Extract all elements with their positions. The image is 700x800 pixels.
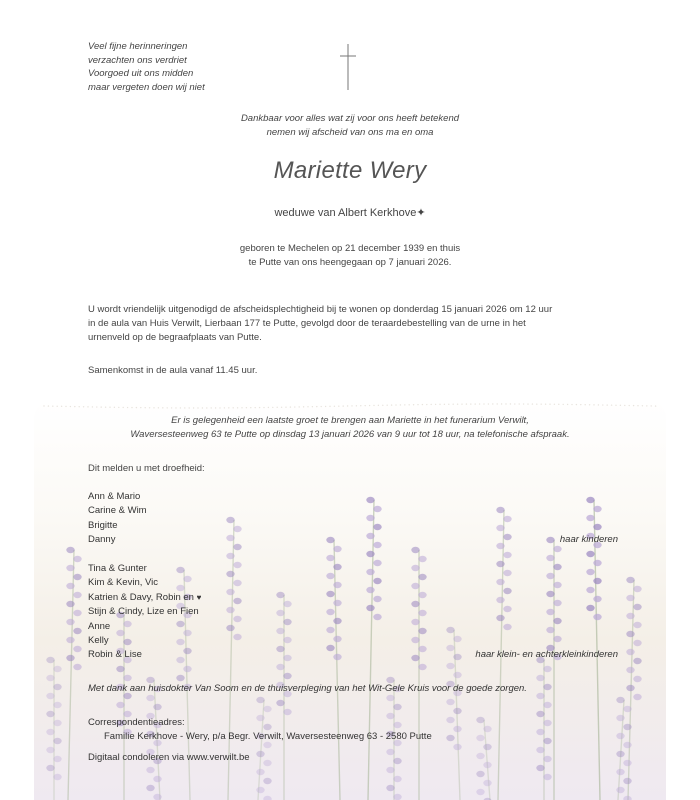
widow-line: weduwe van Albert Kerkhove✦ <box>274 207 426 219</box>
intro-text <box>150 112 550 139</box>
list-item <box>88 605 618 619</box>
relation-label: haar klein- en achterkleinkinderen <box>475 649 618 661</box>
poem-line: verzachten ons verdriet <box>88 54 187 66</box>
family-name: Kelly <box>88 634 109 646</box>
death-line: te Putte van ons heengegaan op 7 januari 2026. <box>248 256 452 268</box>
list-item <box>88 562 618 576</box>
list-item <box>88 533 618 547</box>
list-item <box>88 634 618 648</box>
poem-line: maar vergeten doen wij niet <box>88 81 205 93</box>
thanks-line: Met dank aan huisdokter Van Soom en de thuisverpleging van het Wit-Gele Kruis voor de goede zorgen. <box>88 683 527 694</box>
family-name: Stijn & Cindy, Lize en Fien <box>88 606 199 618</box>
list-item <box>88 490 618 504</box>
visitation-info <box>60 414 640 441</box>
family-name: Robin & Lise <box>88 649 142 661</box>
family-name: Anne <box>88 620 111 632</box>
intro-line: nemen wij afscheid van ons ma en oma <box>266 126 434 138</box>
invitation-line: U wordt vriendelijk uitgenodigd de afscheidsplechtigheid bij te wonen op donderdag 15 januari 2026 om 12 uur <box>88 304 553 315</box>
family-name: Ann & Mario <box>88 491 141 502</box>
list-item <box>88 591 618 605</box>
family-name: Kim & Kevin, Vic <box>88 577 159 589</box>
gathering-info: Samenkomst in de aula vanaf 11.45 uur. <box>88 365 258 376</box>
list-item <box>88 648 618 662</box>
invitation-line: in de aula van Huis Verwilt, Lierbaan 177 te Putte, gevolgd door de teraardebestelling van de urne in het <box>88 318 526 330</box>
birth-line: geboren te Mechelen op 21 december 1939 en thuis <box>239 243 461 254</box>
children-list <box>88 490 618 548</box>
digital-condolence-link[interactable]: Digitaal condoleren via www.verwilt.be <box>88 752 250 763</box>
family-name: Danny <box>88 534 116 546</box>
poem-line: Veel fijne herinneringen <box>88 41 188 52</box>
list-item <box>88 519 618 533</box>
grandchildren-list <box>88 562 618 663</box>
family-name: Carine & Wim <box>88 505 147 517</box>
heart-icon: ♥ <box>196 592 202 602</box>
family-name: Katrien & Davy, Robin en <box>88 591 194 603</box>
relation-label: haar kinderen <box>559 534 618 546</box>
list-item <box>88 620 618 634</box>
deceased-name: Mariette Wery <box>273 157 427 184</box>
correspondence-label: Correspondentieadres: <box>88 717 185 728</box>
family-name: Brigitte <box>88 519 118 531</box>
ceremony-invitation <box>88 303 616 346</box>
correspondence-address: Familie Kerkhove - Wery, p/a Begr. Verwilt, Waversesteenweg 63 - 2580 Putte <box>104 731 432 742</box>
visitation-line: Er is gelegenheid een laatste groet te brengen aan Mariette in het funerarium Verwilt, <box>171 415 529 426</box>
poem <box>88 40 205 94</box>
cross-icon <box>338 42 358 92</box>
birth-death-info <box>150 242 550 269</box>
announcement-line: Dit melden u met droefheid: <box>88 463 205 474</box>
list-item <box>88 576 618 590</box>
intro-line: Dankbaar voor alles wat zij voor ons heeft betekend <box>240 113 460 124</box>
invitation-line: urnenveld op de begraafplaats van Putte. <box>88 332 262 344</box>
list-item <box>88 504 618 518</box>
visitation-line: Waversesteenweg 63 te Putte op dinsdag 13 januari 2026 van 9 uur tot 18 uur, na telefonische afspraak. <box>130 428 570 440</box>
poem-line: Voorgoed uit ons midden <box>88 68 194 79</box>
family-name: Tina & Gunter <box>88 563 147 574</box>
